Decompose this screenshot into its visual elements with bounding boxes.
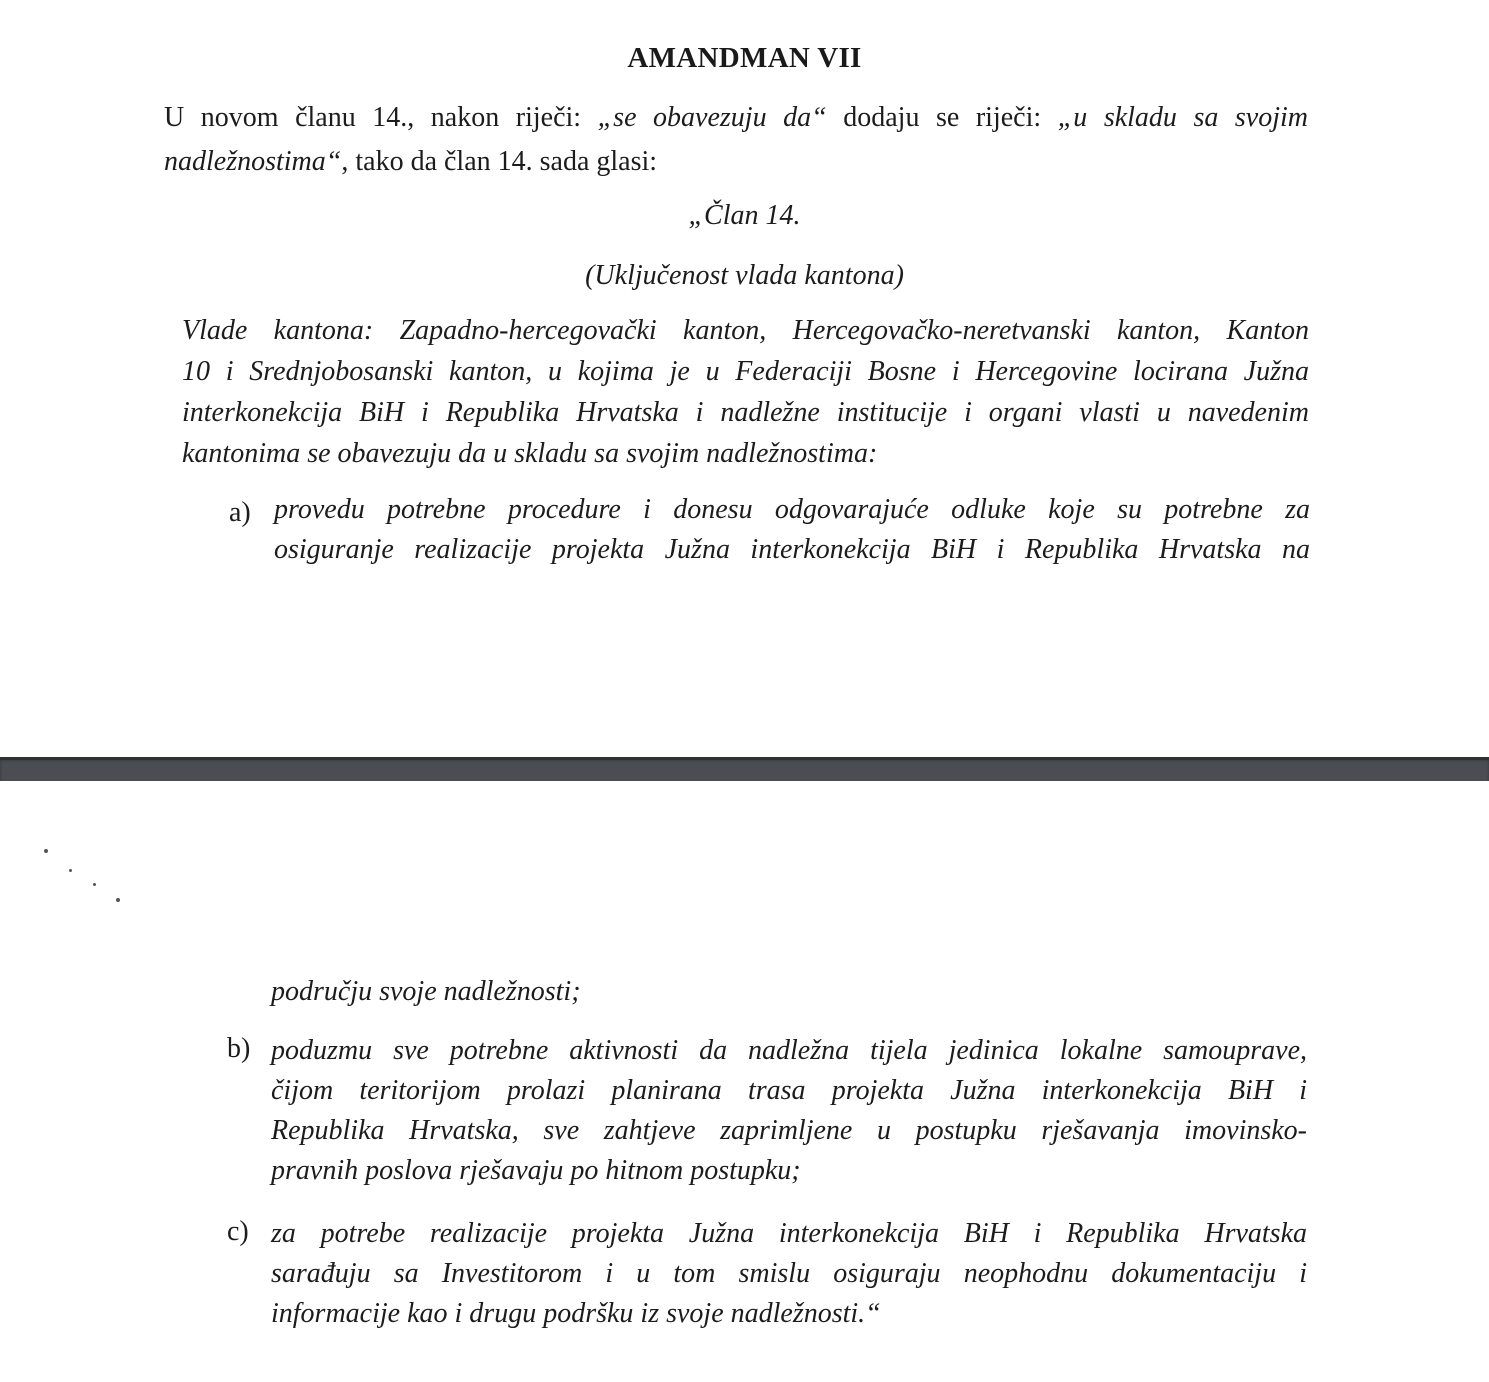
intro-text: U novom članu 14., nakon riječi: [164,102,598,133]
item-b-text [271,1031,1307,1191]
article-line: kantonima se obavezuju da u skladu sa svojim nadležnostima: [182,438,878,469]
item-a-line: osiguranje realizacije projekta Južna interkonekcija BiH i Republika Hrvatska na [274,534,1310,565]
item-c-line: sarađuju sa Investitorom i u tom smislu osiguraju neophodnu dokumentaciju i [271,1258,1307,1289]
article-heading: „Član 14. [688,200,801,231]
article-paragraph [182,310,1309,474]
intro-quote-2-end: nadležnostima“ [164,146,342,177]
intro-line-1 [164,96,1308,140]
intro-text: dodaju se riječi: [826,102,1058,133]
page-separator [0,757,1489,781]
amendment-title: AMANDMAN VII [627,42,862,74]
scan-speck [69,869,72,872]
article-line: interkonekcija BiH i Republika Hrvatska i nadležne institucije i organi vlasti u navedenim [182,397,1309,428]
scan-speck [93,883,96,886]
item-a-label: a) [229,497,251,528]
item-c-label: c) [227,1216,249,1247]
intro-line-2 [164,140,1308,184]
article-line: 10 i Srednjobosanski kanton, u kojima je u Federaciji Bosne i Hercegovine locirana Južna [182,356,1309,387]
item-b-line: poduzmu sve potrebne aktivnosti da nadležna tijela jedinica lokalne samouprave, [271,1035,1307,1066]
item-c-line: informacije kao i drugu podršku iz svoje nadležnosti.“ [271,1298,881,1329]
item-b-label: b) [227,1033,251,1064]
item-c-text [271,1214,1307,1334]
article-subtitle: (Uključenost vlada kantona) [585,260,904,291]
item-b-line: Republika Hrvatska, sve zahtjeve zaprimljene u postupku rješavanja imovinsko- [271,1115,1307,1146]
intro-paragraph [164,96,1308,184]
item-a-line: provedu potrebne procedure i donesu odgovarajuće odluke koje su potrebne za [274,494,1310,525]
intro-quote-1: „se obavezuju da“ [597,102,827,133]
item-a-text [274,490,1310,570]
intro-text: , tako da član 14. sada glasi: [341,146,658,177]
item-a-continuation: području svoje nadležnosti; [271,976,581,1007]
article-line: Vlade kantona: Zapadno-hercegovački kanton, Hercegovačko-neretvanski kanton, Kanton [182,315,1309,346]
item-b-line: pravnih poslova rješavaju po hitnom postupku; [271,1155,801,1186]
intro-quote-2: „u skladu sa svojim [1057,102,1309,133]
item-b-line: čijom teritorijom prolazi planirana trasa projekta Južna interkonekcija BiH i [271,1075,1307,1106]
document-page-bottom [0,781,1489,1382]
scan-speck [44,849,48,853]
item-c-line: za potrebe realizacije projekta Južna interkonekcija BiH i Republika Hrvatska [271,1218,1307,1249]
scan-speck [116,898,120,902]
